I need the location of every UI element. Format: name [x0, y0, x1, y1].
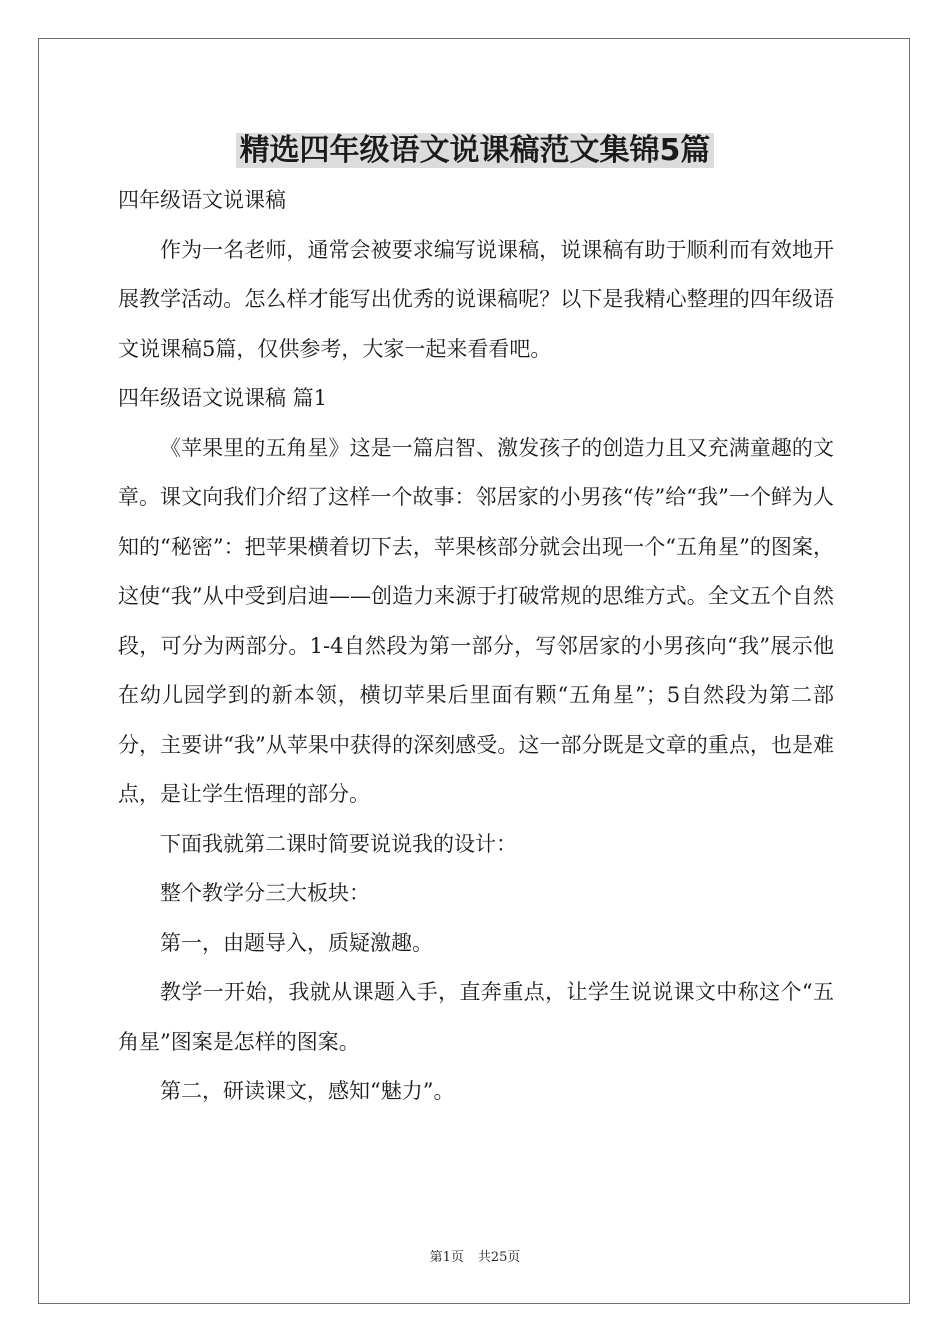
paragraph: 教学一开始，我就从课题入手，直奔重点，让学生说说课文中称这个“五角星”图案是怎样的图案。: [118, 980, 834, 1054]
paragraph: 下面我就第二课时简要说说我的设计：: [160, 831, 517, 856]
page-footer: [0, 1246, 950, 1265]
document-body: [118, 176, 834, 1117]
paragraph: 整个教学分三大板块：: [160, 881, 370, 905]
page-total: 共25页: [477, 1250, 521, 1265]
paragraph: 《苹果里的五角星》这是一篇启智、激发孩子的创造力且又充满童趣的文章。课文向我们介绍了这样一个故事：邻居家的小男孩“传”给“我”一个鲜为人知的“秘密”：把苹果横着切下去，苹果核部分就会出现一个“五角星”的图案，这使“我”从中受到启迪——创造力来源于打破常规的思维方式。全文五个自然段，可分为两部分。1-4自然段为第一部分，写邻居家的小男孩向“我”展示他在幼儿园学到的新本领，横切苹果后里面有颗“五角星”；5自然段为第二部分，主要讲“我”从苹果中获得的深刻感受。这一部分既是文章的重点，也是难点，是让学生悟理的部分。: [118, 435, 834, 806]
paragraph: 第二，研读课文，感知“魅力”。: [160, 1079, 455, 1103]
paragraph: 四年级语文说课稿: [118, 188, 286, 212]
section-heading: 四年级语文说课稿 篇1: [118, 386, 328, 410]
paragraph: 第一，由题导入，质疑激趣。: [160, 930, 433, 955]
paragraph: 作为一名老师，通常会被要求编写说课稿，说课稿有助于顺利而有效地开展教学活动。怎么样才能写出优秀的说课稿呢？以下是我精心整理的四年级语文说课稿5篇，仅供参考，大家一起来看看吧。: [118, 237, 834, 361]
page-number: 第1页: [429, 1250, 464, 1265]
document-title: [0, 128, 950, 174]
document-title-text: 精选四年级语文说课稿范文集锦5篇: [236, 133, 715, 168]
